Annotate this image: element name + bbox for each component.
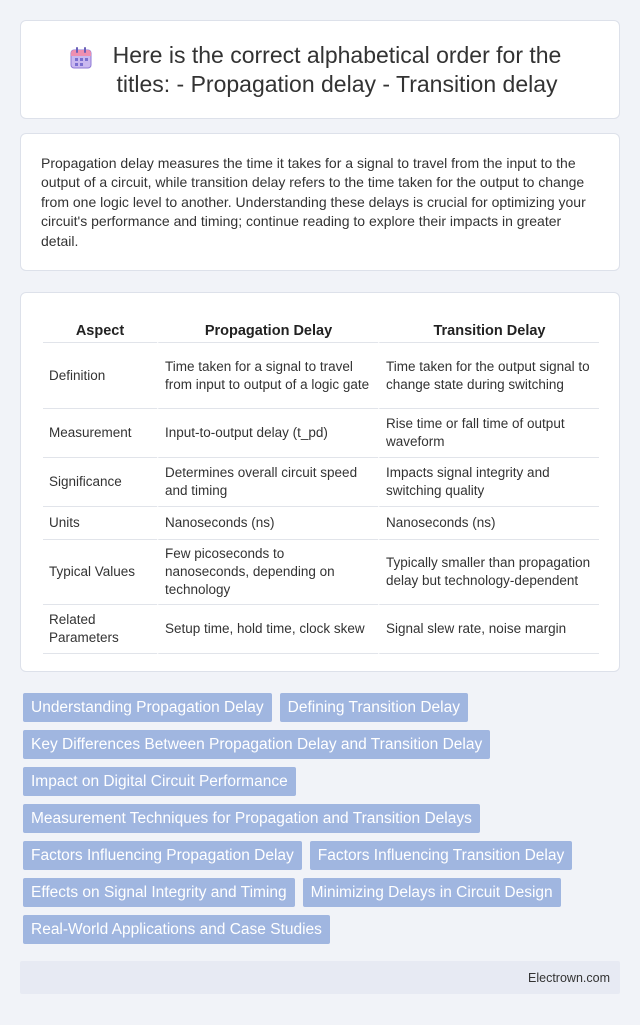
title-row: [38, 41, 602, 99]
calendar-icon: [68, 45, 94, 71]
row-propagation: Input-to-output delay (t_pd): [157, 409, 378, 458]
comparison-card: [20, 292, 620, 672]
comparison-table: [43, 313, 599, 654]
header-aspect: Aspect: [43, 313, 157, 343]
row-aspect: Related Parameters: [43, 605, 157, 654]
page-title: Here is the correct alphabetical order for the titles: - Propagation delay - Transition delay: [112, 41, 562, 97]
tag-link[interactable]: Factors Influencing Propagation Delay: [23, 841, 302, 870]
tag-link[interactable]: Impact on Digital Circuit Performance: [23, 767, 296, 796]
row-propagation: Few picoseconds to nanoseconds, depending on technology: [157, 540, 378, 605]
table-row: [43, 343, 599, 409]
row-transition: Nanoseconds (ns): [378, 507, 599, 540]
tag-link[interactable]: Factors Influencing Transition Delay: [310, 841, 572, 870]
row-transition: Typically smaller than propagation delay but technology-dependent: [378, 540, 599, 605]
table-header-row: [43, 313, 599, 343]
row-transition: Time taken for the output signal to change state during switching: [378, 343, 599, 409]
table-row: [43, 540, 599, 605]
row-propagation: Determines overall circuit speed and timing: [157, 458, 378, 507]
row-propagation: Time taken for a signal to travel from input to output of a logic gate: [157, 343, 378, 409]
row-transition: Impacts signal integrity and switching quality: [378, 458, 599, 507]
row-transition: Signal slew rate, noise margin: [378, 605, 599, 654]
footer-site-name: Electrown.com: [528, 970, 610, 985]
row-aspect: Typical Values: [43, 540, 157, 605]
intro-card: [20, 133, 620, 271]
row-transition: Rise time or fall time of output waveform: [378, 409, 599, 458]
table-row: [43, 458, 599, 507]
row-aspect: Measurement: [43, 409, 157, 458]
row-aspect: Definition: [43, 343, 157, 409]
row-propagation: Nanoseconds (ns): [157, 507, 378, 540]
header-propagation-delay: Propagation Delay: [157, 313, 378, 343]
tag-link[interactable]: Measurement Techniques for Propagation and Transition Delays: [23, 804, 480, 833]
table-row: [43, 507, 599, 540]
header-transition-delay: Transition Delay: [378, 313, 599, 343]
tag-link[interactable]: Effects on Signal Integrity and Timing: [23, 878, 295, 907]
footer: [20, 961, 620, 994]
tag-link[interactable]: Defining Transition Delay: [280, 693, 468, 722]
tag-link[interactable]: Real-World Applications and Case Studies: [23, 915, 330, 944]
row-propagation: Setup time, hold time, clock skew: [157, 605, 378, 654]
table-row: [43, 409, 599, 458]
topic-tags: [23, 693, 620, 944]
tag-link[interactable]: Understanding Propagation Delay: [23, 693, 272, 722]
intro-paragraph: Propagation delay measures the time it takes for a signal to travel from the input to the output of a circuit, while transition delay refers to the time taken for the output to change from one logic level to another. Understanding these delays is crucial for optimizing your circuit's performance and timing; continue reading to explore their impacts in greater detail.: [41, 155, 586, 249]
tag-link[interactable]: Minimizing Delays in Circuit Design: [303, 878, 561, 907]
row-aspect: Significance: [43, 458, 157, 507]
table-row: [43, 605, 599, 654]
title-card: [20, 20, 620, 119]
tag-link[interactable]: Key Differences Between Propagation Delay and Transition Delay: [23, 730, 490, 759]
row-aspect: Units: [43, 507, 157, 540]
